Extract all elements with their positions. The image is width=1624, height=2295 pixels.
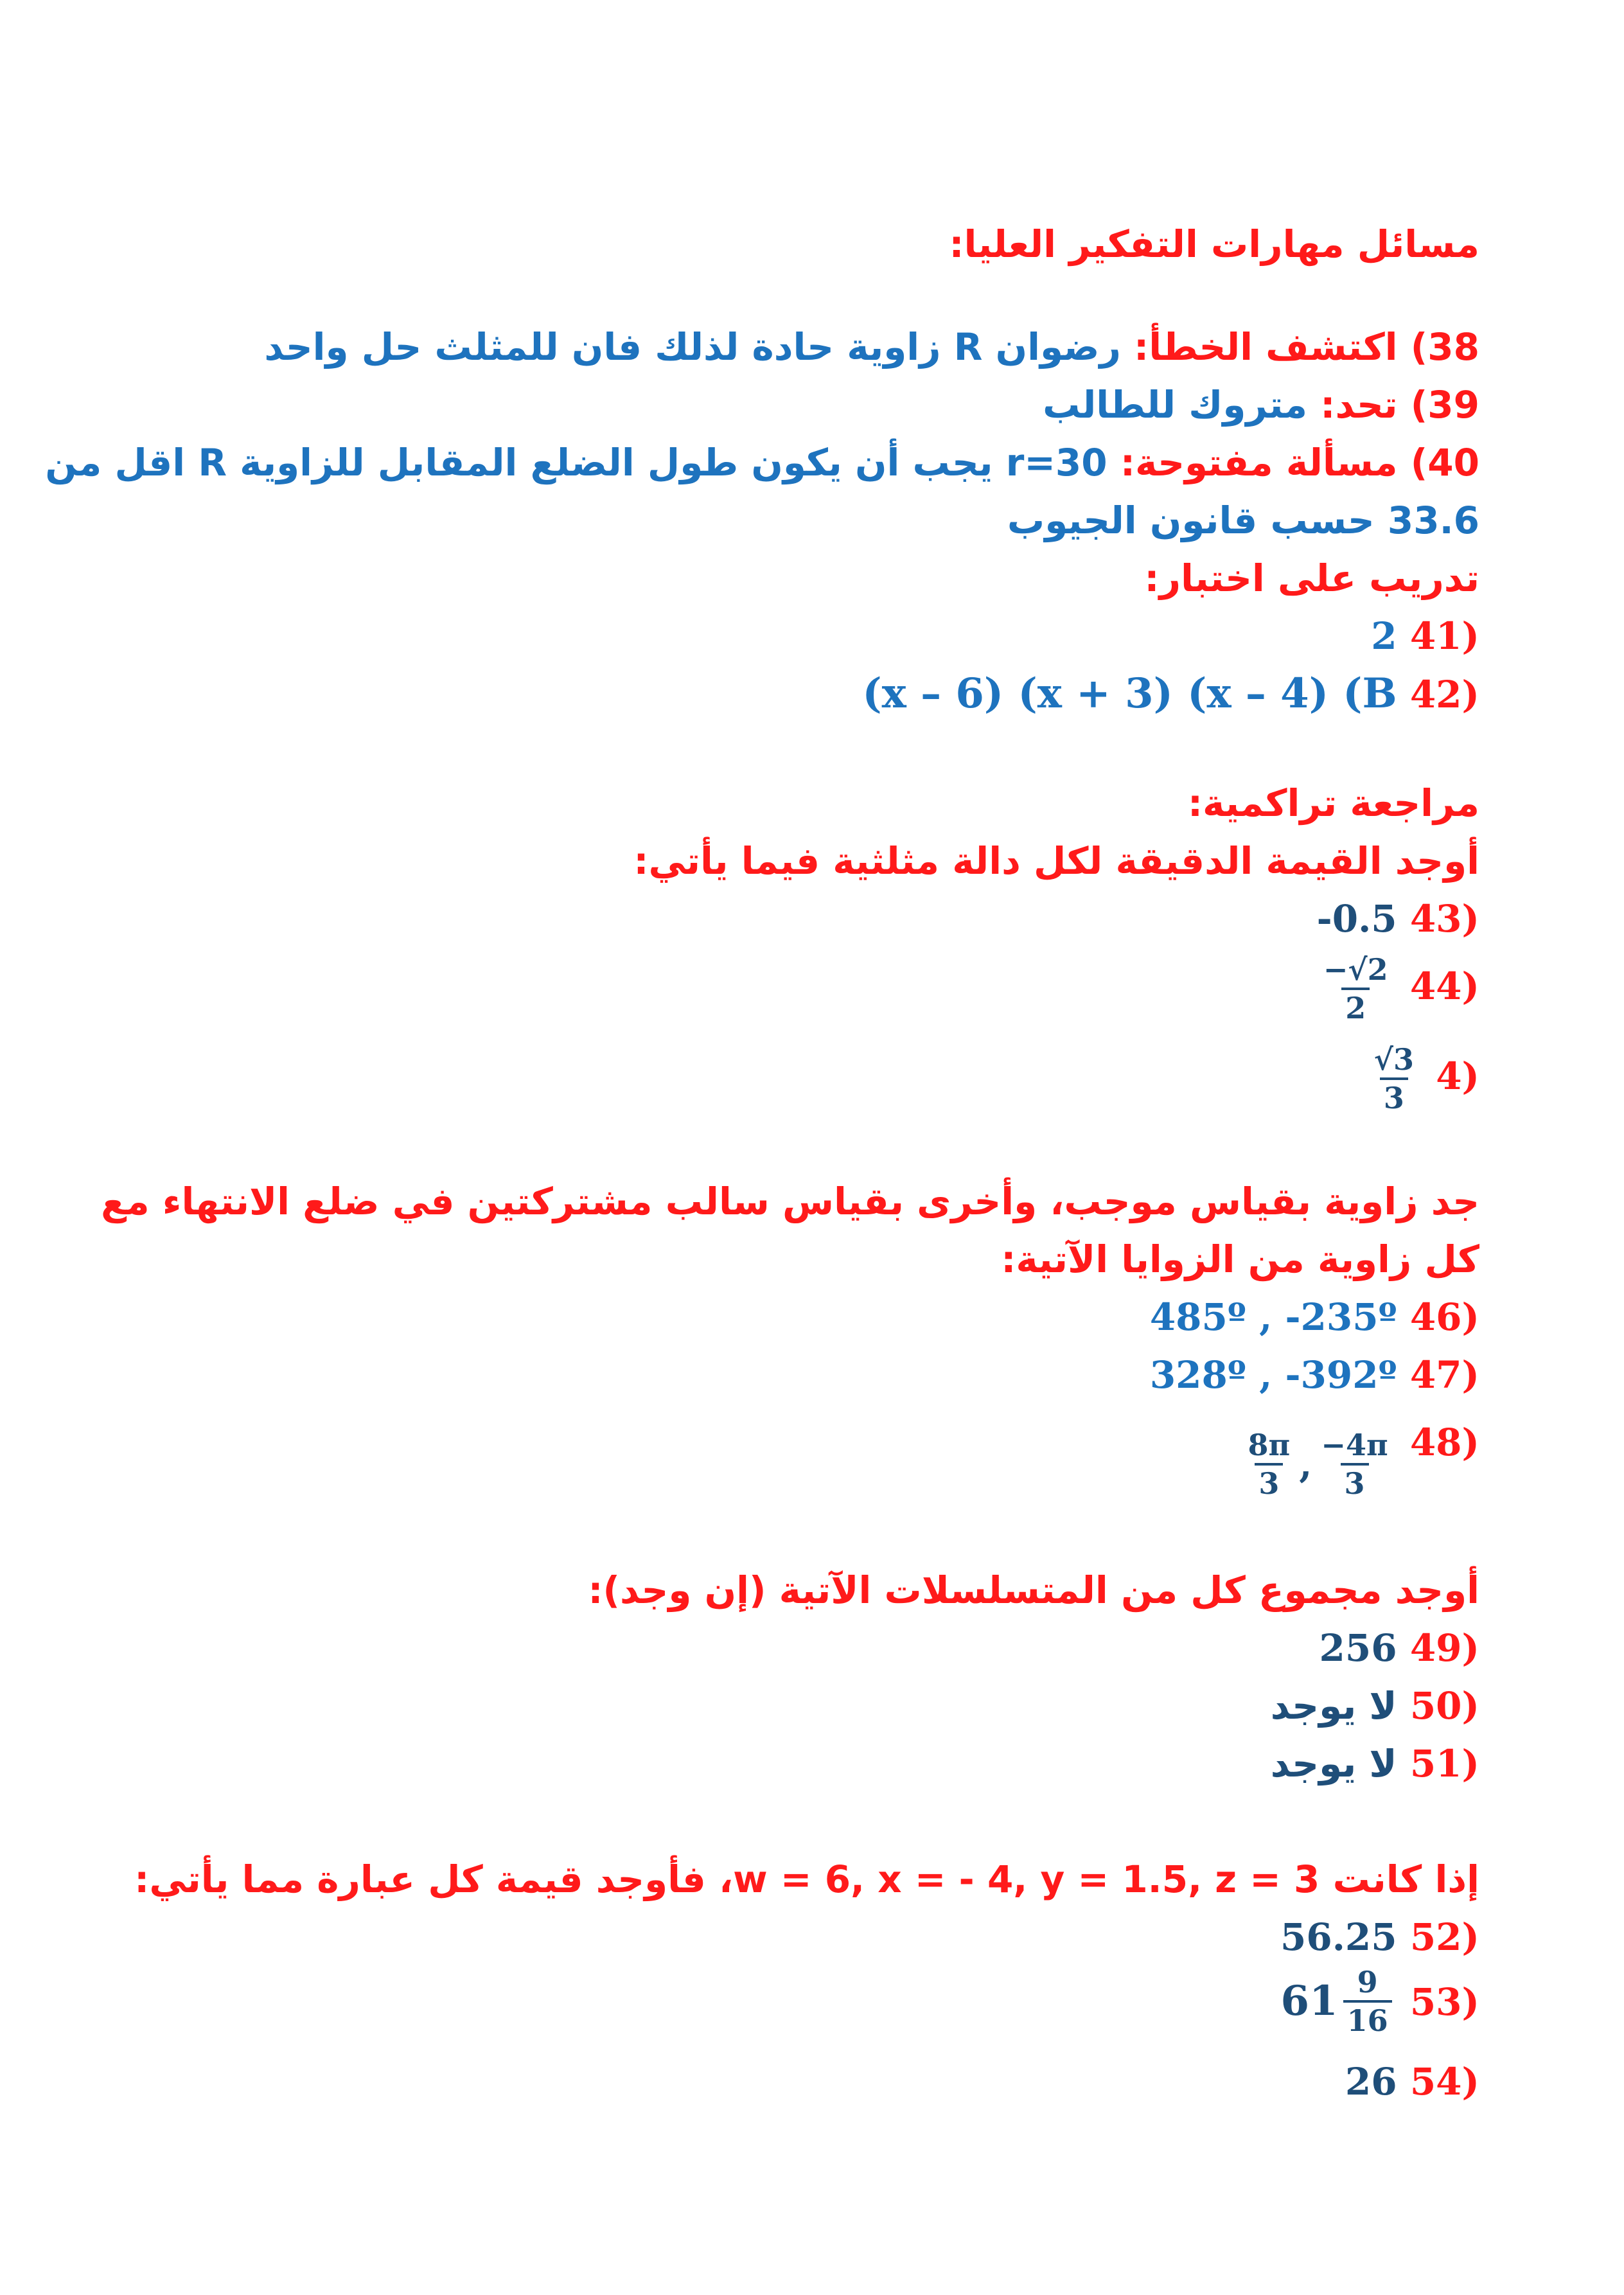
answer-pair: $\frac{8\pi}{3}$ , $\frac{-4\pi}{3}$	[1239, 1422, 1397, 1506]
instruction-evaluate: إذا كانت w = 6, x = - 4, y = 1.5, z = 3، فأوجد قيمة كل عبارة مما يأتي:	[134, 1857, 1479, 1901]
instruction-series-sum: أوجد مجموع كل من المتسلسلات الآتية (إن وجد):	[588, 1568, 1479, 1612]
question-52: (52 56.25	[1280, 1915, 1479, 1959]
question-40: 40) مسألة مفتوحة: r=30 يجب أن يكون طول الضلع المقابل للزاوية R اقل من	[45, 441, 1479, 484]
question-47: (47 328º , -392º	[1149, 1353, 1479, 1397]
question-43: (43 -0.5	[1316, 897, 1479, 941]
question-44: (44 $\frac{-√2}{2}$	[1314, 944, 1479, 1028]
instruction-coterminal-line2: كل زاوية من الزوايا الآتية:	[1001, 1237, 1479, 1281]
spiral-review-heading: مراجعة تراكمية:	[1187, 781, 1479, 825]
test-practice-heading: تدريب على اختبار:	[1144, 556, 1479, 600]
instruction-exact-values: أوجد القيمة الدقيقة لكل دالة مثلثية فيما يأتي:	[633, 839, 1479, 883]
question-40-continued: 33.6 حسب قانون الجيوب	[1007, 499, 1479, 542]
question-46: (46 485º , -235º	[1149, 1295, 1479, 1339]
question-49: (49 256	[1319, 1626, 1479, 1670]
question-41: (41 2	[1371, 614, 1479, 658]
fraction: $\frac{8\pi}{3}$	[1248, 1428, 1291, 1501]
question-38: 38) اكتشف الخطأ: رضوان R زاوية حادة لذلك فان للمثلث حل واحد	[264, 325, 1479, 369]
mixed-number: 61 $\frac{9}{16}$	[1281, 1960, 1397, 2043]
question-51: (51 لا يوجد	[1270, 1742, 1479, 1785]
question-50: (50 لا يوجد	[1270, 1684, 1479, 1728]
instruction-coterminal-line1: جد زاوية بقياس موجب، وأخرى بقياس سالب مشتركتين في ضلع الانتهاء مع	[101, 1180, 1479, 1223]
fraction: $\frac{√3}{3}$	[1373, 1041, 1414, 1115]
hots-heading: مسائل مهارات التفكير العليا:	[949, 222, 1479, 266]
question-54: (54 26	[1345, 2060, 1479, 2104]
fraction: $\frac{9}{16}$	[1343, 1964, 1392, 2039]
question-45: (4 $\frac{√3}{3}$	[1365, 1034, 1479, 1118]
fraction: $\frac{-√2}{2}$	[1323, 952, 1388, 1025]
question-53: (53 61 $\frac{9}{16}$	[1281, 1960, 1479, 2044]
question-48: (48 $\frac{8\pi}{3}$ , $\frac{-4\pi}{3}$	[1239, 1401, 1479, 1506]
fraction: $\frac{-4\pi}{3}$	[1321, 1428, 1388, 1501]
question-39: 39) تحد: متروك للطالب	[1043, 383, 1479, 427]
question-42: (42 (x – 6) (x + 3) (x – 4) (B	[862, 669, 1479, 718]
